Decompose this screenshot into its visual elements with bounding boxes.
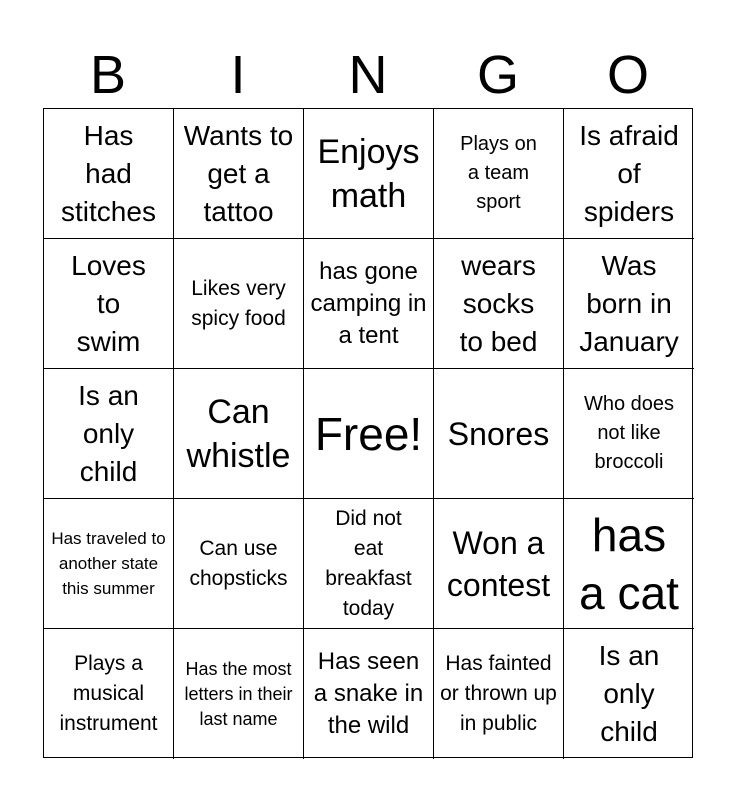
bingo-cell[interactable]	[304, 499, 434, 629]
cell-text: Who does not like broccoli	[583, 393, 675, 473]
bingo-cell[interactable]	[174, 369, 304, 499]
cell-text: Has the most letters in their last name	[184, 658, 293, 729]
header-letter-o: O	[606, 45, 649, 105]
cell-text: has a cat	[579, 508, 679, 619]
cell-text: Won a contest	[446, 524, 551, 603]
bingo-cell[interactable]	[564, 239, 694, 369]
bingo-cell[interactable]	[174, 499, 304, 629]
header-letter-b: B	[89, 45, 127, 105]
bingo-cell[interactable]	[304, 239, 434, 369]
cell-text: Has had stitches	[61, 119, 156, 227]
cell-text: Wants to get a tattoo	[183, 119, 294, 227]
cell-text: Did not eat breakfast today	[325, 506, 412, 620]
bingo-cell[interactable]	[304, 629, 434, 759]
cell-text: Plays on a team sport	[460, 133, 537, 213]
bingo-cell[interactable]	[44, 109, 174, 239]
cell-text: Plays a musical instrument	[59, 652, 158, 735]
cell-text: Is an only child	[598, 640, 660, 747]
header-letter-g: G	[476, 45, 519, 105]
bingo-cell[interactable]	[174, 629, 304, 759]
cell-text: Is afraid of spiders	[579, 119, 679, 227]
bingo-cell[interactable]	[44, 369, 174, 499]
bingo-cell[interactable]	[434, 499, 564, 629]
bingo-cell[interactable]	[434, 109, 564, 239]
cell-text: Enjoys math	[317, 132, 420, 215]
cell-text: Snores	[447, 415, 550, 452]
bingo-board	[43, 108, 693, 758]
bingo-cell[interactable]	[564, 369, 694, 499]
bingo-cell-free[interactable]	[304, 369, 434, 499]
bingo-cell[interactable]	[564, 109, 694, 239]
bingo-cell[interactable]	[434, 629, 564, 759]
header-letter-i: I	[230, 45, 246, 105]
cell-text: has gone camping in a tent	[310, 257, 427, 349]
bingo-cell[interactable]	[564, 499, 694, 629]
bingo-cell[interactable]	[434, 239, 564, 369]
bingo-header	[43, 44, 693, 106]
cell-text: Has traveled to another state this summer	[51, 529, 166, 598]
bingo-cell[interactable]	[174, 109, 304, 239]
cell-text: Has seen a snake in the wild	[313, 648, 424, 739]
bingo-cell[interactable]	[44, 499, 174, 629]
bingo-cell[interactable]	[304, 109, 434, 239]
bingo-cell[interactable]	[174, 239, 304, 369]
cell-text: Free!	[314, 407, 423, 460]
bingo-cell[interactable]	[44, 629, 174, 759]
cell-text: Likes very spicy food	[191, 276, 286, 330]
cell-text: Has fainted or thrown up in public	[440, 652, 557, 735]
bingo-cell[interactable]	[434, 369, 564, 499]
cell-text: wears socks to bed	[459, 249, 538, 357]
bingo-cell[interactable]	[44, 239, 174, 369]
header-letter-n: N	[348, 45, 388, 105]
cell-text: Loves to swim	[71, 249, 146, 357]
cell-text: Can use chopsticks	[189, 536, 288, 590]
cell-text: Can whistle	[186, 392, 291, 475]
cell-text: Was born in January	[579, 249, 679, 357]
cell-text: Is an only child	[78, 379, 139, 487]
bingo-cell[interactable]	[564, 629, 694, 759]
